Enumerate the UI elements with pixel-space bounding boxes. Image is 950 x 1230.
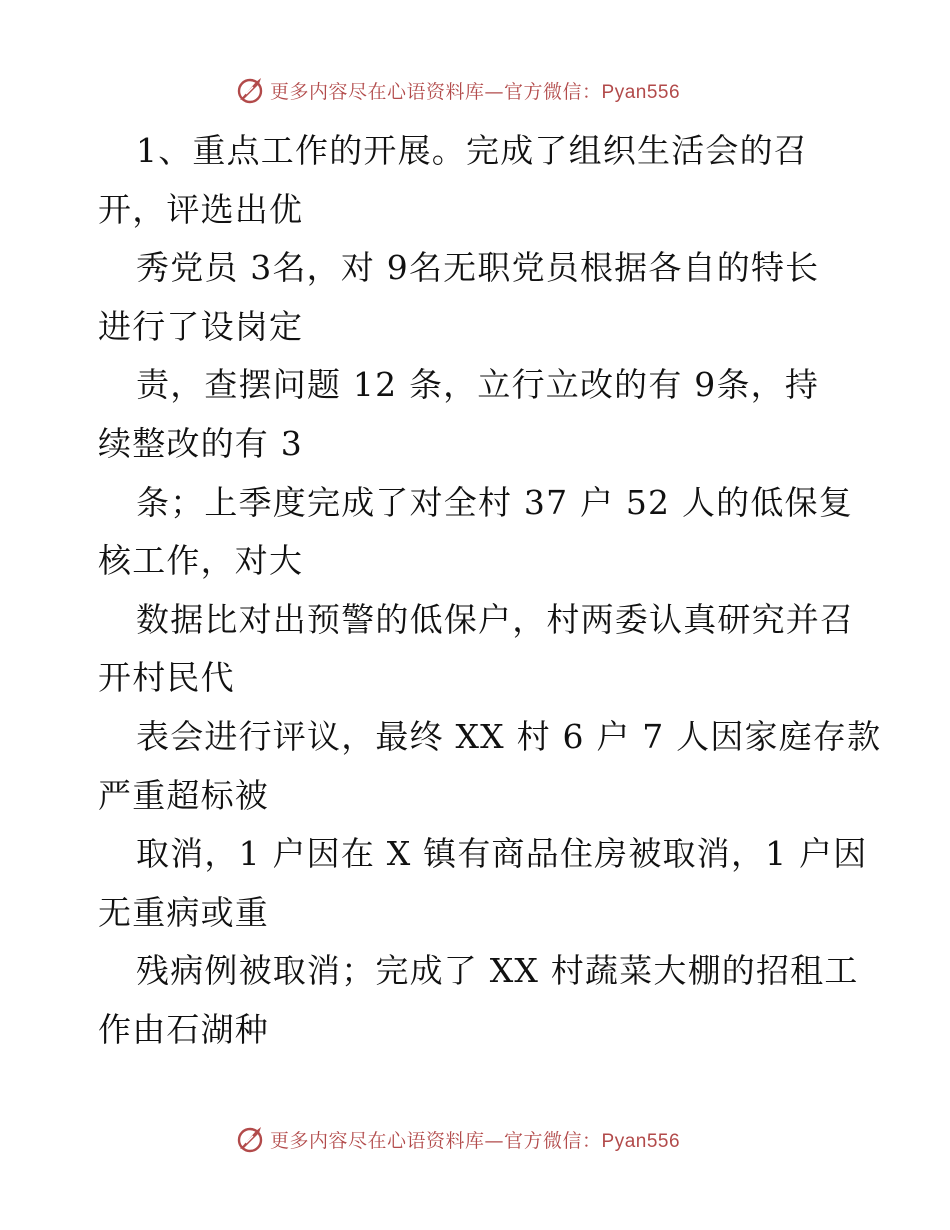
body-text [98, 122, 888, 1060]
quill-logo-icon [234, 1123, 266, 1155]
text-line: 无重病或重 [98, 892, 269, 932]
text-line: 取消，1 户因在 X 镇有商品住房被取消，1 户因 [136, 834, 868, 874]
text-line: 1、重点工作的开展。完成了组织生活会的召 [136, 131, 808, 170]
text-line: 责，查摆问题 12 条，立行立改的有 9条，持 [136, 365, 820, 405]
text-line: 表会进行评议，最终 XX 村 6 户 7 人因家庭存款 [136, 716, 882, 756]
text-line: 秀党员 3名，对 9名无职党员根据各自的特长 [136, 248, 820, 288]
text-line: 开村民代 [98, 658, 235, 698]
text-line: 开，评选出优 [98, 189, 304, 229]
footer-banner-text: 更多内容尽在心语资料库—官方微信：Pyan556 [270, 1129, 681, 1152]
text-line: 续整改的有 3 [98, 423, 303, 463]
text-line: 残病例被取消；完成了 XX 村蔬菜大棚的招租工 [136, 951, 859, 991]
text-line: 严重超标被 [98, 775, 269, 815]
text-line: 作由石湖种 [98, 1009, 269, 1049]
quill-logo-icon [234, 74, 266, 106]
text-line: 条；上季度完成了对全村 37 户 52 人的低保复 [136, 482, 853, 522]
header-banner [234, 73, 680, 107]
text-line: 数据比对出预警的低保户，村两委认真研究并召 [136, 599, 855, 639]
text-line: 核工作，对大 [98, 541, 304, 581]
text-line: 进行了设岗定 [98, 306, 304, 346]
footer-banner [234, 1122, 680, 1156]
header-banner-text: 更多内容尽在心语资料库—官方微信：Pyan556 [270, 80, 681, 103]
